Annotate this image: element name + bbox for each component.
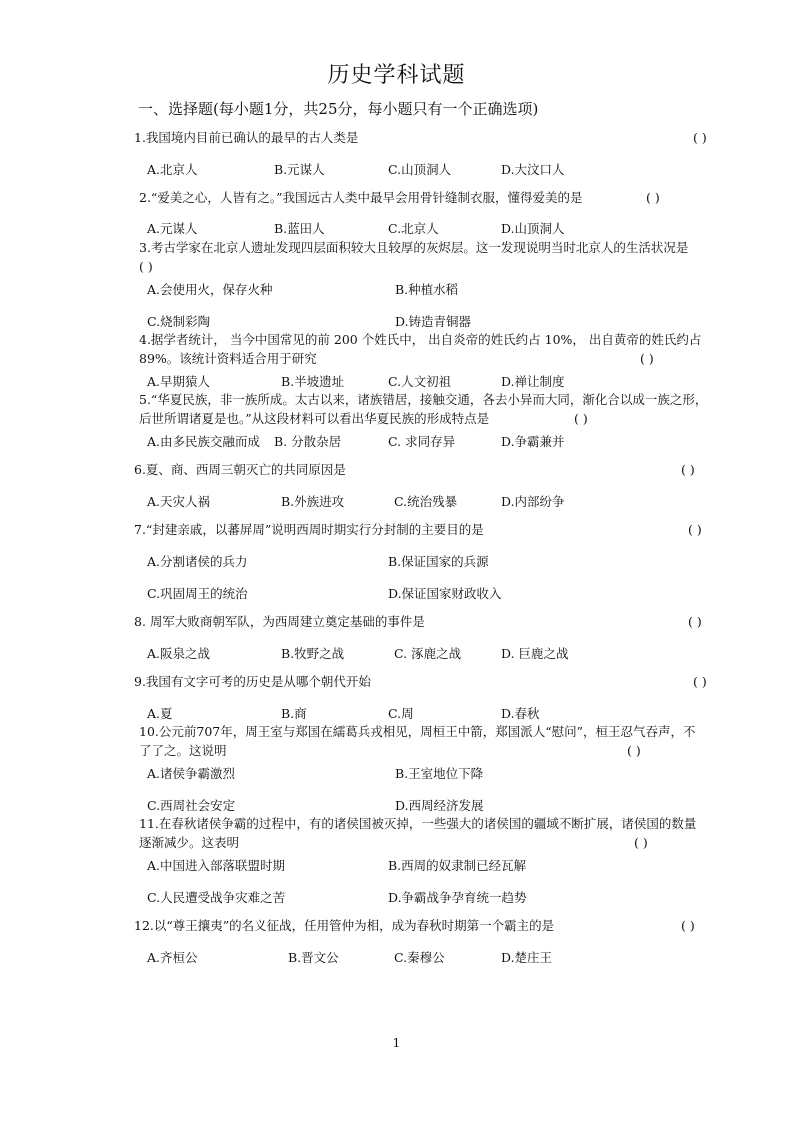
option-a: A.由多民族交融而成 xyxy=(147,434,261,449)
question-6-text: 6.夏、商、西周三朝灭亡的共同原因是 xyxy=(134,462,346,477)
option-b: B.蓝田人 xyxy=(274,221,325,236)
option-a: A.北京人 xyxy=(147,162,198,177)
answer-blank: ( ) xyxy=(646,190,660,205)
option-c: C.秦穆公 xyxy=(394,950,445,965)
option-b: B.元谋人 xyxy=(274,162,325,177)
question-9-text: 9.我国有文字可考的历史是从哪个朝代开始 xyxy=(134,674,371,689)
answer-blank: ( ) xyxy=(627,743,641,758)
answer-blank: ( ) xyxy=(139,259,153,274)
option-c: C.周 xyxy=(388,706,414,721)
option-a: A.会使用火，保存火种 xyxy=(147,282,273,297)
option-c: C.人文初祖 xyxy=(388,374,452,389)
question-8-text: 8. 周军大败商朝军队，为西周建立奠定基础的事件是 xyxy=(134,614,425,629)
option-b: B.王室地位下降 xyxy=(395,766,484,781)
question-11-text-cont: 逐渐减少。这表明 xyxy=(139,835,240,850)
option-c: C.西周社会安定 xyxy=(147,798,236,813)
option-d: D.山顶洞人 xyxy=(501,221,565,236)
question-3-text: 3.考古学家在北京人遗址发现四层面积较大且较厚的灰烬层。这一发现说明当时北京人的生活状况是 xyxy=(139,240,689,255)
option-a: A.夏 xyxy=(147,706,173,721)
option-d: D.大汶口人 xyxy=(501,162,565,177)
question-5-text: 5.“华夏民族，非一族所成。太古以来，诸族错居，接触交通，各去小异而大同，渐化合以成一族之形， xyxy=(139,392,708,407)
answer-blank: ( ) xyxy=(681,462,695,477)
option-d: D.西周经济发展 xyxy=(395,798,484,813)
option-a: A.天灾人祸 xyxy=(147,494,211,509)
question-5-text-cont: 后世所谓诸夏是也。”从这段材料可以看出华夏民族的形成特点是 xyxy=(139,411,490,426)
option-c: C. 求同存异 xyxy=(388,434,456,449)
option-a: A.诸侯争霸激烈 xyxy=(147,766,236,781)
question-10-text: 10.公元前707年，周王室与郑国在繻葛兵戎相见，周桓王中箭，郑国派人“慰问”，桓王忍气吞声，不 xyxy=(139,724,696,739)
option-c: C. 涿鹿之战 xyxy=(394,646,462,661)
answer-blank: ( ) xyxy=(688,522,702,537)
option-d: D.春秋 xyxy=(501,706,540,721)
option-a: A.齐桓公 xyxy=(147,950,198,965)
answer-blank: ( ) xyxy=(574,411,588,426)
question-1-text: 1.我国境内目前已确认的最早的古人类是 xyxy=(134,130,359,145)
option-a: A.阪泉之战 xyxy=(147,646,211,661)
option-c: C.统治残暴 xyxy=(394,494,458,509)
answer-blank: ( ) xyxy=(693,130,707,145)
answer-blank: ( ) xyxy=(688,614,702,629)
question-4-text: 4.据学者统计， 当今中国常见的前 200 个姓氏中， 出自炎帝的姓氏约占 10%， 出自黄帝的姓氏约占 xyxy=(139,332,702,347)
question-4-text-cont: 89%。该统计资料适合用于研究 xyxy=(139,351,317,366)
option-c: C.人民遭受战争灾难之苦 xyxy=(147,890,286,905)
option-d: D.禅让制度 xyxy=(501,374,565,389)
question-11-text: 11.在春秋诸侯争霸的过程中，有的诸侯国被灭掉，一些强大的诸侯国的疆域不断扩展，诸侯国的数量 xyxy=(139,816,697,831)
option-a: A.早期猿人 xyxy=(147,374,211,389)
page-number: 1 xyxy=(392,1036,401,1050)
option-b: B.外族进攻 xyxy=(281,494,345,509)
option-b: B.半坡遗址 xyxy=(281,374,345,389)
option-d: D.内部纷争 xyxy=(501,494,565,509)
option-d: D.争霸战争孕育统一趋势 xyxy=(388,890,527,905)
option-d: D. 巨鹿之战 xyxy=(501,646,569,661)
option-a: A.中国进入部落联盟时期 xyxy=(147,858,286,873)
option-d: D.争霸兼并 xyxy=(501,434,565,449)
option-b: B.牧野之战 xyxy=(281,646,345,661)
option-b: B. 分散杂居 xyxy=(274,434,342,449)
option-a: A.分割诸侯的兵力 xyxy=(147,554,248,569)
section-heading: 一、选择题(每小题1分，共25分，每小题只有一个正确选项) xyxy=(138,100,539,118)
option-b: B.保证国家的兵源 xyxy=(388,554,489,569)
option-b: B.种植水稻 xyxy=(395,282,459,297)
option-c: C.山顶洞人 xyxy=(388,162,452,177)
answer-blank: ( ) xyxy=(634,835,648,850)
question-12-text: 12.以“尊王攘夷”的名义征战，任用管仲为相，成为春秋时期第一个霸主的是 xyxy=(134,918,555,933)
answer-blank: ( ) xyxy=(681,918,695,933)
option-d: D.楚庄王 xyxy=(501,950,553,965)
option-b: B.商 xyxy=(281,706,307,721)
answer-blank: ( ) xyxy=(640,351,654,366)
option-b: B.晋文公 xyxy=(288,950,339,965)
question-10-text-cont: 了了之。这说明 xyxy=(139,743,227,758)
question-2-text: 2.“爱美之心，人皆有之。”我国远古人类中最早会用骨针缝制衣服，懂得爱美的是 xyxy=(139,190,583,205)
answer-blank: ( ) xyxy=(693,674,707,689)
option-a: A.元谋人 xyxy=(147,221,198,236)
option-c: C.北京人 xyxy=(388,221,439,236)
option-c: C.巩固周王的统治 xyxy=(147,586,248,601)
option-c: C.烧制彩陶 xyxy=(147,314,211,329)
page-title: 历史学科试题 xyxy=(327,63,466,88)
option-d: D.铸造青铜器 xyxy=(395,314,472,329)
question-7-text: 7.“封建亲戚，以蕃屏周”说明西周时期实行分封制的主要目的是 xyxy=(134,522,484,537)
option-b: B.西周的奴隶制已经瓦解 xyxy=(388,858,527,873)
option-d: D.保证国家财政收入 xyxy=(388,586,502,601)
